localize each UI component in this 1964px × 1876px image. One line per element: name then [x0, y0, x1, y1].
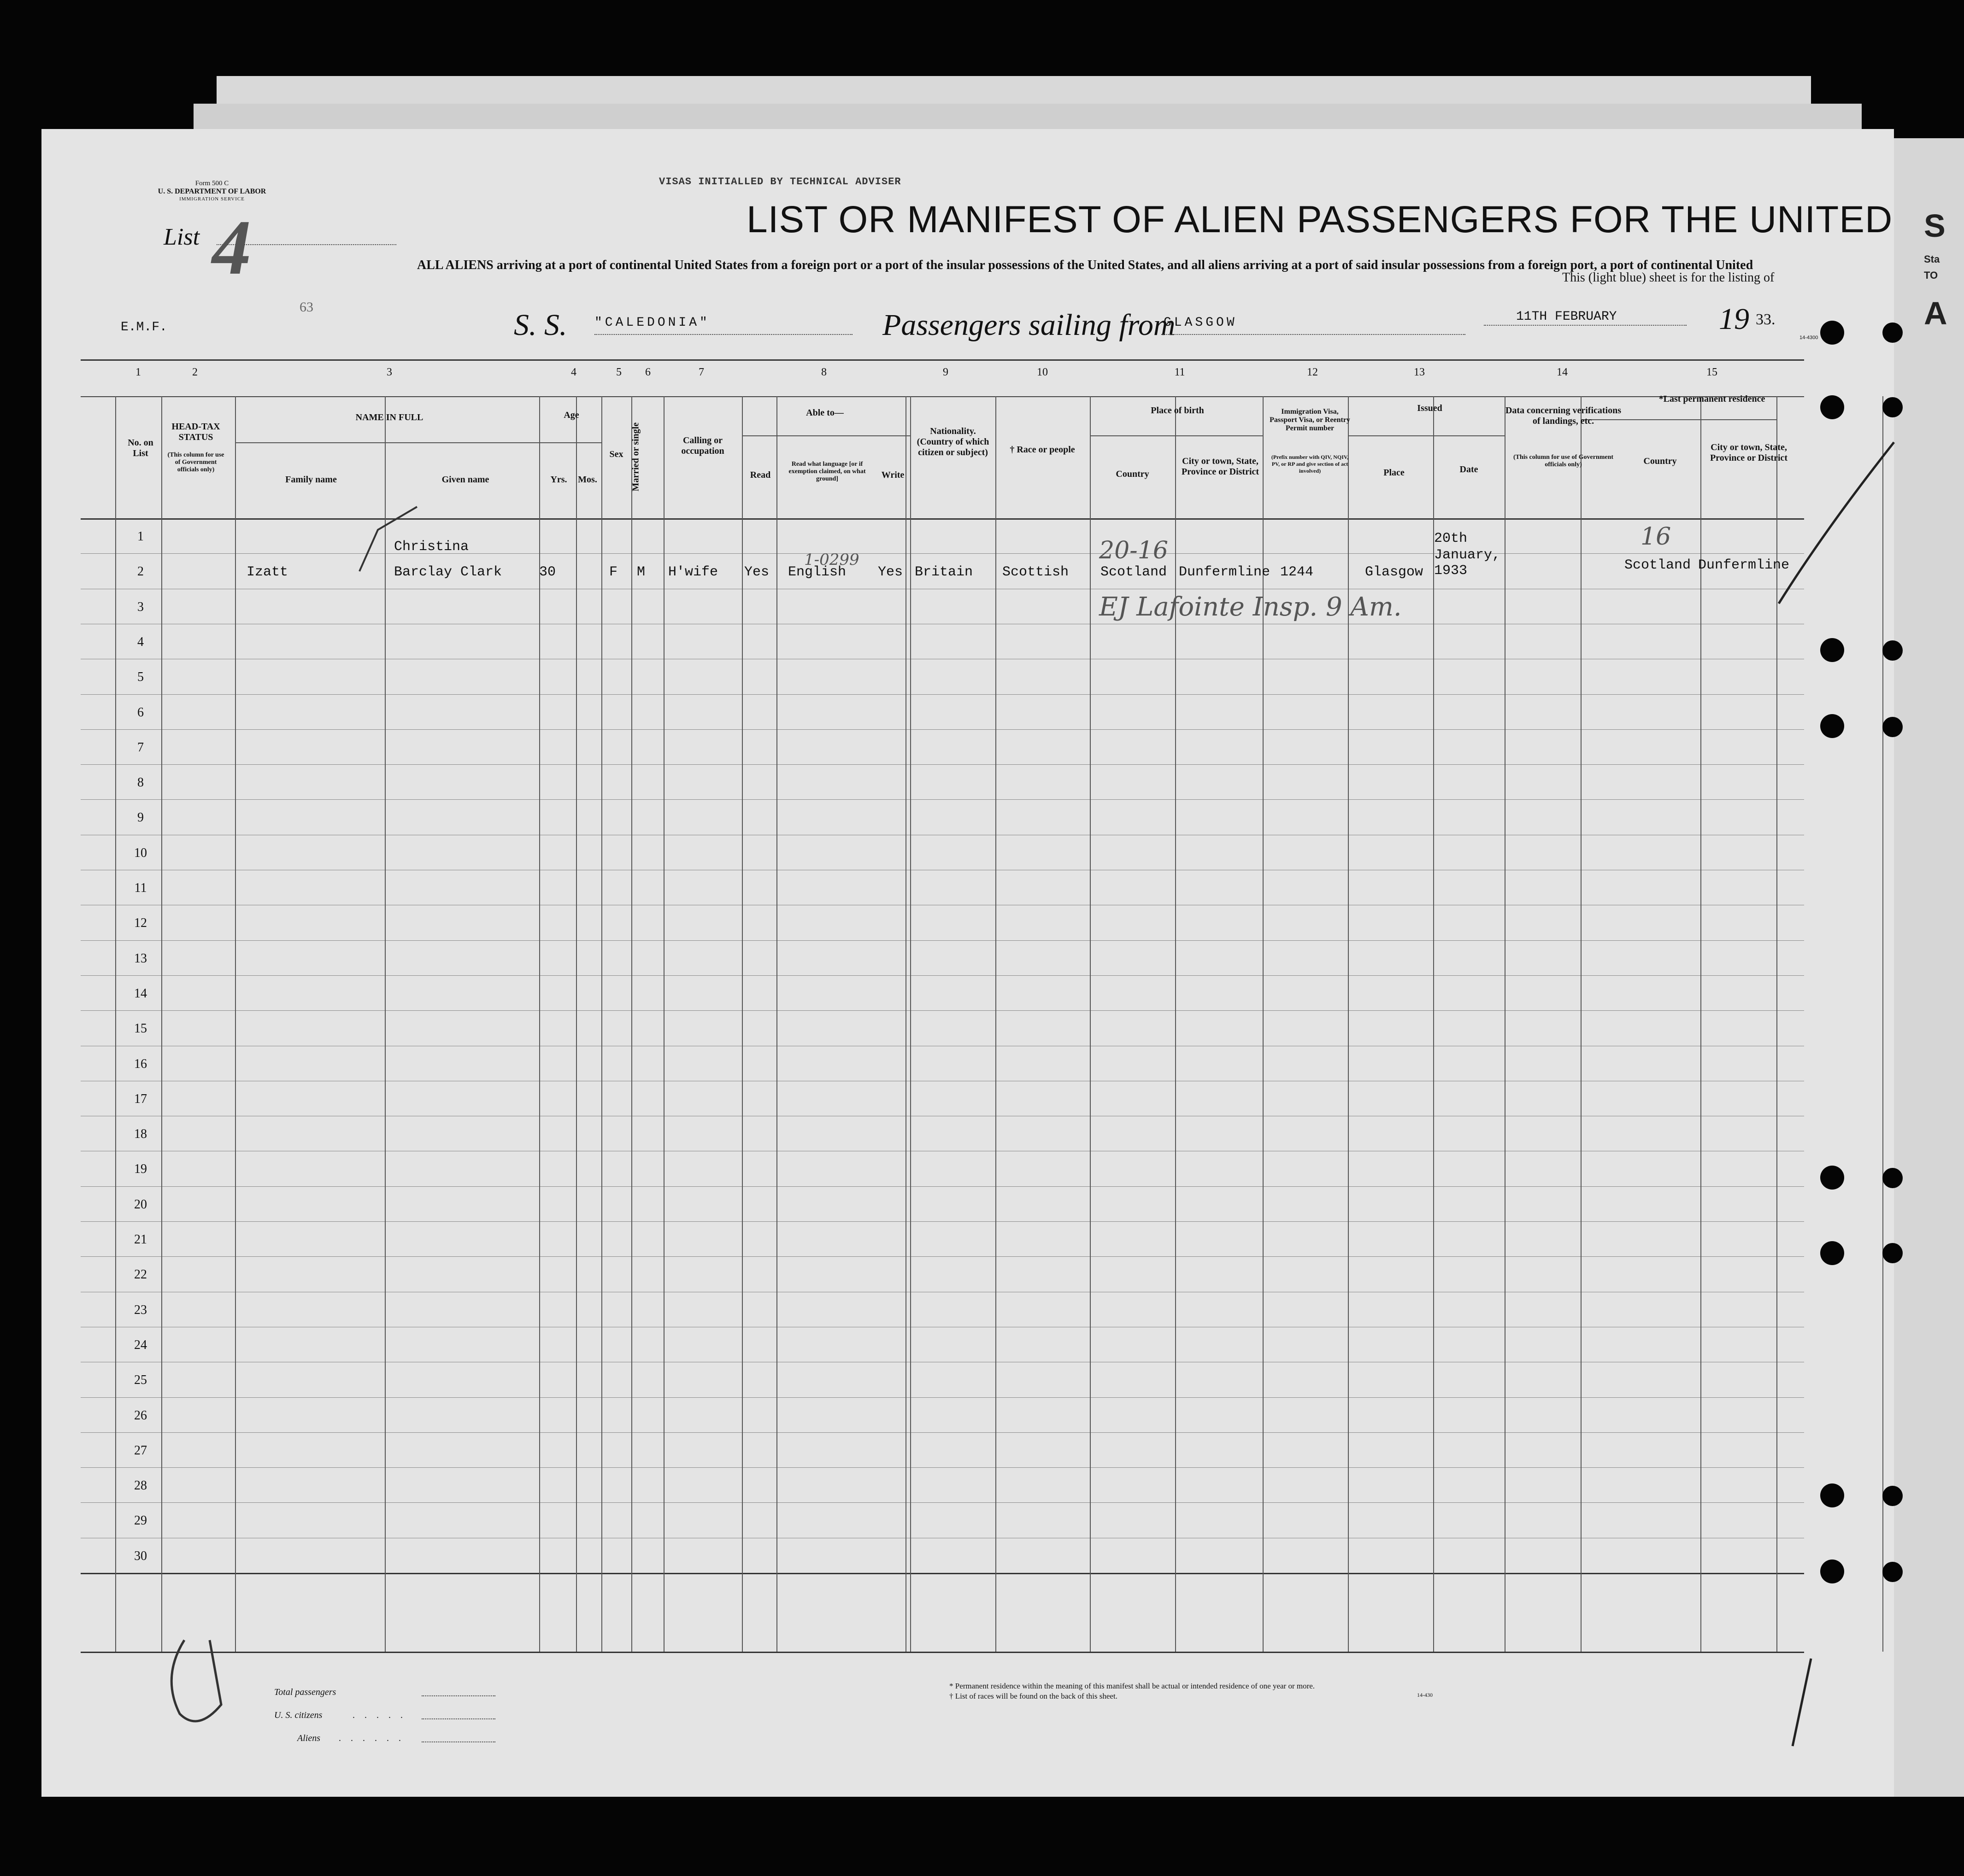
header-issued-place: Place	[1383, 468, 1405, 478]
header-read-language: Read what language [or if exemption claimed, on what ground]	[788, 461, 866, 482]
row-number: 9	[137, 810, 144, 825]
bottom-check	[171, 1640, 221, 1721]
column-number: 1	[135, 366, 141, 378]
adjacent-page-text: Sta	[1924, 253, 1940, 265]
header-sex: Sex	[609, 449, 623, 459]
issued-date-month: January,	[1434, 547, 1501, 563]
form-number: Form 500 C	[195, 180, 229, 187]
bottom-right-stroke	[1793, 1659, 1811, 1746]
binder-hole	[1820, 1483, 1844, 1507]
column-number: 6	[645, 366, 651, 378]
header-place-of-birth: Place of birth	[1151, 405, 1204, 416]
row-number: 7	[137, 740, 144, 755]
binder-hole	[1882, 1562, 1903, 1582]
issued-date-year: 1933	[1434, 563, 1468, 579]
header-visa-note: (Prefix number with QIV, NQIV, PV, or RP and give section of act involved)	[1271, 454, 1349, 474]
row-number: 30	[134, 1548, 147, 1563]
row-number: 14	[134, 986, 147, 1001]
list-mark: 63	[300, 299, 313, 315]
form-code: 14-4300	[1799, 335, 1818, 340]
header-age: Age	[564, 410, 579, 420]
column-number: 7	[699, 366, 704, 378]
residence-note: 16	[1641, 523, 1671, 551]
row-number: 12	[134, 916, 147, 931]
binder-hole	[1820, 395, 1844, 419]
row-number: 26	[134, 1408, 147, 1423]
row-number: 20	[134, 1197, 147, 1212]
sex: F	[609, 564, 618, 580]
binder-hole	[1882, 1168, 1903, 1188]
marital-status: M	[637, 564, 646, 580]
column-number: 13	[1414, 366, 1425, 378]
header-mos: Mos.	[578, 475, 597, 485]
birth-note: 20-16	[1099, 537, 1168, 564]
adjacent-page-text: S	[1924, 208, 1946, 244]
row-number: 10	[134, 845, 147, 860]
issued-date-day: 20th	[1434, 531, 1468, 546]
subtitle: ALL ALIENS arriving at a port of continental United States from a foreign port or a port of the insular possessions of the United States, and all aliens arriving at a port of said insular possessions from a foreign port, a port of continental United	[417, 258, 1753, 272]
header-head-tax: HEAD-TAX STATUS	[171, 422, 220, 442]
header-read: Read	[750, 470, 771, 480]
header-visa: Immigration Visa, Passport Visa, or Reentry Permit number	[1270, 408, 1350, 432]
header-res-city: City or town, State, Province or District	[1710, 442, 1788, 463]
header-data-verif: Data concerning verifications of landings, etc.	[1505, 405, 1622, 426]
inspector-signature: EJ Lafointe Insp. 9 Am.	[1099, 592, 1402, 622]
row-number: 28	[134, 1478, 147, 1493]
departure-port: GLASGOW	[1164, 316, 1237, 330]
header-issued-date: Date	[1459, 464, 1478, 475]
header-last-residence: *Last permanent residence	[1658, 394, 1765, 404]
year-suffix: 33.	[1756, 311, 1776, 328]
row-number: 21	[134, 1232, 147, 1247]
header-race: † Race or people	[1010, 445, 1075, 455]
emf-label: E.M.F.	[121, 320, 167, 334]
header-married: Married or single	[630, 422, 641, 492]
aliens-line	[422, 1741, 495, 1742]
row-number: 4	[137, 634, 144, 649]
can-read: Yes	[744, 564, 770, 580]
row-number: 27	[134, 1443, 147, 1458]
aliens-label: Aliens	[297, 1733, 320, 1743]
visa-stamp: VISAS INITIALLED BY TECHNICAL ADVISER	[659, 176, 901, 188]
row-number: 6	[137, 705, 144, 720]
race: Scottish	[1002, 564, 1069, 580]
header-head-tax-note: (This column for use of Government officials only)	[167, 451, 224, 473]
occupation: H'wife	[668, 564, 718, 580]
residence-footnote: * Permanent residence within the meaning of this manifest shall be actual or intended residence of one year or more.	[949, 1682, 1315, 1690]
row-number: 23	[134, 1302, 147, 1317]
header-calling: Calling or occupation	[681, 435, 724, 456]
family-name: Izatt	[247, 564, 288, 580]
header-family-name: Family name	[285, 475, 337, 485]
header-nationality: Nationality. (Country of which citizen or subject)	[917, 426, 989, 457]
column-number: 3	[387, 366, 392, 378]
header-data-verif-note: (This column for use of Government officials only)	[1513, 454, 1614, 468]
ss-label: S. S.	[514, 308, 567, 342]
birth-city: Dunfermline	[1179, 564, 1270, 580]
header-yrs: Yrs.	[550, 475, 567, 485]
sailing-label: Passengers sailing from	[882, 308, 1176, 342]
residence-city: Dunfermline	[1698, 557, 1790, 573]
service: IMMIGRATION SERVICE	[179, 196, 245, 202]
header-birth-country: Country	[1116, 469, 1149, 479]
row-number: 11	[134, 881, 147, 895]
adjacent-page-text: A	[1924, 295, 1947, 331]
column-number: 4	[571, 366, 576, 378]
list-number: 4	[212, 204, 251, 291]
can-write: Yes	[878, 564, 903, 580]
binder-hole	[1820, 714, 1844, 738]
birth-country: Scotland	[1100, 564, 1167, 580]
residence-country: Scotland	[1624, 557, 1691, 573]
binder-hole	[1820, 1559, 1844, 1583]
list-label: List	[164, 224, 200, 250]
check-mark	[359, 507, 417, 571]
language-note: 1-0299	[804, 551, 859, 569]
column-number: 11	[1174, 366, 1185, 378]
row-number: 2	[137, 564, 144, 579]
binder-hole	[1882, 1243, 1903, 1263]
dot-leader: . . . . . .	[339, 1733, 405, 1743]
column-number: 5	[616, 366, 622, 378]
page-title: LIST OR MANIFEST OF ALIEN PASSENGERS FOR THE UNITED	[747, 199, 1893, 240]
given-name-2: Barclay Clark	[394, 564, 502, 580]
year-prefix: 19	[1719, 302, 1749, 336]
row-number: 13	[134, 951, 147, 966]
column-number: 10	[1037, 366, 1048, 378]
column-number: 12	[1307, 366, 1318, 378]
row-number: 29	[134, 1513, 147, 1528]
row-number: 25	[134, 1373, 147, 1388]
binder-hole	[1882, 1486, 1903, 1506]
us-citizens-line	[422, 1718, 495, 1719]
vessel-name: "CALEDONIA"	[594, 316, 710, 330]
binder-hole	[1820, 1241, 1844, 1265]
binder-hole	[1882, 322, 1903, 343]
column-number: 2	[192, 366, 198, 378]
total-passengers-label: Total passengers	[274, 1687, 336, 1697]
row-number: 5	[137, 670, 144, 685]
column-number: 9	[943, 366, 948, 378]
binder-hole	[1882, 717, 1903, 737]
row-number: 24	[134, 1337, 147, 1352]
binder-hole	[1820, 1166, 1844, 1190]
row-number: 1	[137, 529, 144, 544]
row-number: 8	[137, 775, 144, 790]
us-citizens-label: U. S. citizens	[274, 1710, 323, 1720]
header-write: Write	[881, 470, 905, 480]
binder-hole	[1882, 640, 1903, 661]
column-number: 8	[821, 366, 827, 378]
row-number: 16	[134, 1056, 147, 1071]
visa-number: 1244	[1280, 564, 1314, 580]
header-name-in-full: NAME IN FULL	[355, 412, 423, 422]
header-res-country: Country	[1643, 456, 1677, 466]
row-number: 3	[137, 599, 144, 614]
margin-stroke	[1779, 442, 1894, 604]
dot-leader: . . . . .	[353, 1710, 406, 1720]
binder-hole	[1820, 638, 1844, 662]
header-birth-city: City or town, State, Province or District	[1181, 456, 1259, 477]
footer-code: 14-430	[1417, 1692, 1433, 1698]
nationality: Britain	[915, 564, 973, 580]
row-number: 17	[134, 1091, 147, 1106]
header-able-to: Able to—	[806, 408, 844, 418]
total-passengers-line	[422, 1695, 495, 1696]
row-number: 19	[134, 1162, 147, 1177]
given-name-1: Christina	[394, 539, 469, 555]
sailing-date: 11TH FEBRUARY	[1516, 310, 1617, 324]
department: U. S. DEPARTMENT OF LABOR	[158, 188, 266, 196]
binder-hole	[1882, 397, 1903, 417]
header-no-on-list: No. on List	[128, 438, 153, 458]
binder-hole	[1820, 321, 1844, 345]
age-years: 30	[539, 564, 556, 580]
row-number: 15	[134, 1021, 147, 1036]
adjacent-page-text: TO	[1924, 270, 1938, 281]
row-number: 18	[134, 1127, 147, 1142]
column-number: 15	[1706, 366, 1717, 378]
row-number: 22	[134, 1267, 147, 1282]
header-given-name: Given name	[441, 475, 489, 485]
subtitle-2: This (light blue) sheet is for the listing of	[1562, 270, 1775, 285]
issued-place: Glasgow	[1365, 564, 1423, 580]
column-number: 14	[1557, 366, 1568, 378]
language: English	[788, 564, 847, 580]
header-issued: Issued	[1417, 403, 1442, 413]
race-footnote: † List of races will be found on the back of this sheet.	[949, 1692, 1117, 1700]
